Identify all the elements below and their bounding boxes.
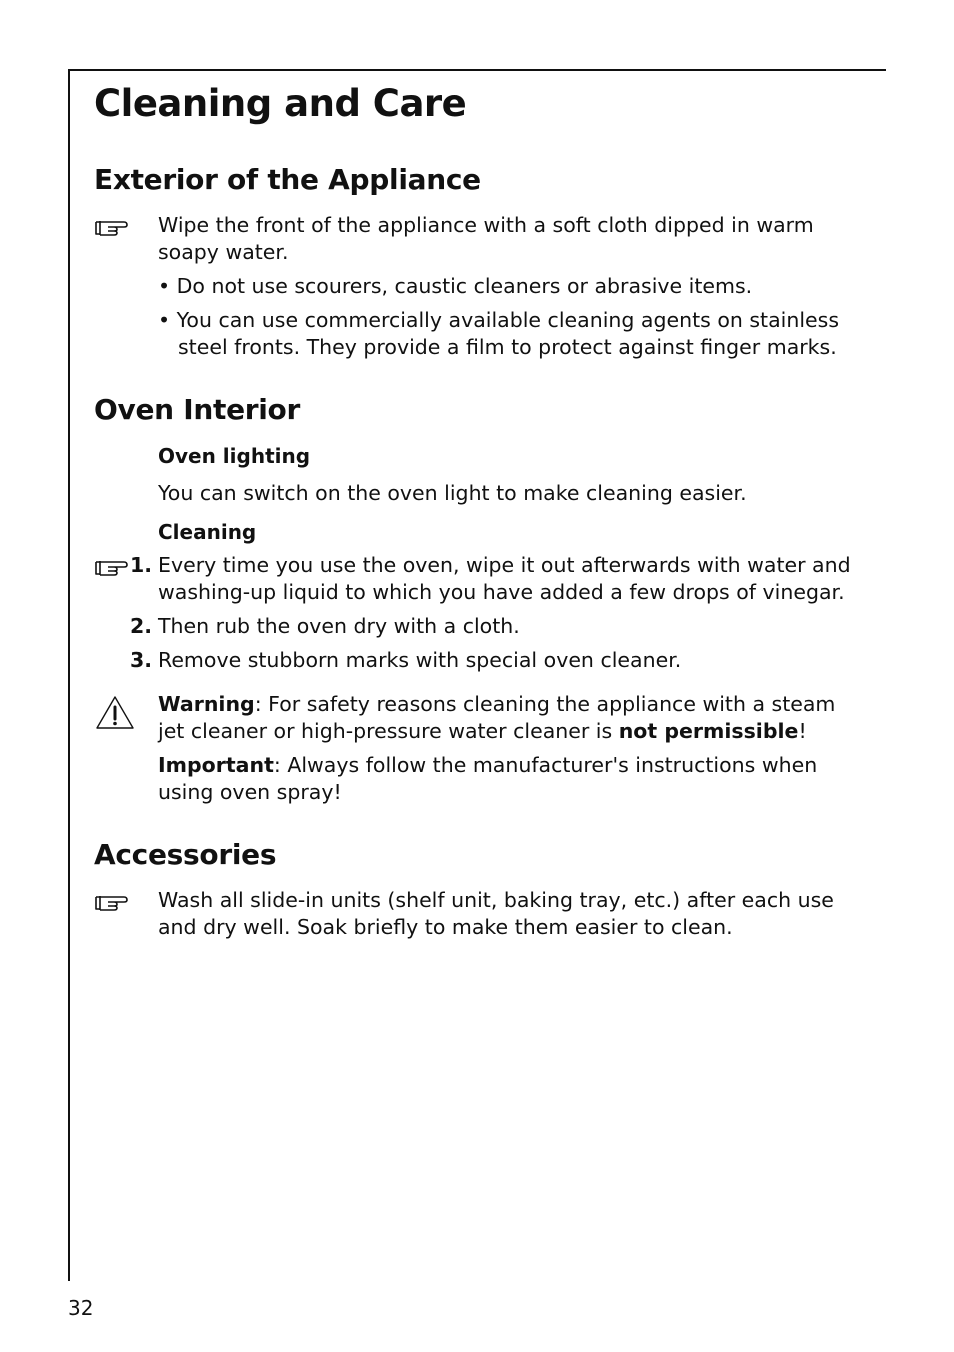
pointing-hand-icon [94, 893, 130, 913]
subheading-oven-lighting: Oven lighting [158, 444, 311, 468]
warning-label: Warning [158, 692, 255, 716]
step-number: 2. [130, 614, 153, 638]
cleaning-step-text: Then rub the oven dry with a cloth. [158, 614, 520, 638]
page-frame-top-rule [68, 69, 886, 71]
oven-lighting-text: You can switch on the oven light to make cleaning easier. [158, 481, 747, 505]
warning-body: : For safety reasons cleaning the appliance with a steam jet cleaner or high-pressure water cleaner is [158, 692, 836, 743]
step-number: 1. [130, 553, 153, 577]
subheading-cleaning: Cleaning [158, 520, 257, 544]
section-heading-accessories: Accessories [94, 838, 277, 871]
section-heading-oven-interior: Oven Interior [94, 393, 301, 426]
exterior-bullet: • You can use commercially available cleaning agents on stainless steel fronts. They provide a film to protect against finger marks. [158, 308, 840, 359]
important-label: Important [158, 753, 274, 777]
page-frame-left-rule [68, 69, 70, 1281]
section-heading-exterior: Exterior of the Appliance [94, 163, 481, 196]
warning-text [158, 691, 868, 745]
pointing-hand-icon [94, 218, 130, 238]
step-number: 3. [130, 648, 153, 672]
exterior-instruction: Wipe the front of the appliance with a soft cloth dipped in warm soapy water. [158, 213, 814, 264]
exterior-bullet: • Do not use scourers, caustic cleaners or abrasive items. [158, 274, 753, 298]
page-number: 32 [68, 1296, 94, 1320]
pointing-hand-icon [94, 558, 130, 578]
warning-end: ! [798, 719, 807, 743]
cleaning-step-text: Every time you use the oven, wipe it out afterwards with water and washing-up liquid to which you have added a few drops of vinegar. [158, 553, 851, 604]
important-text [158, 752, 868, 806]
important-body: : Always follow the manufacturer's instructions when using oven spray! [158, 753, 818, 804]
warning-emphasis: not permissible [618, 719, 799, 743]
cleaning-step-text: Remove stubborn marks with special oven cleaner. [158, 648, 682, 672]
accessories-instruction: Wash all slide-in units (shelf unit, baking tray, etc.) after each use and dry well. Soak briefly to make them easier to clean. [158, 888, 834, 939]
warning-triangle-icon [94, 694, 136, 732]
page-title: Cleaning and Care [94, 82, 467, 125]
